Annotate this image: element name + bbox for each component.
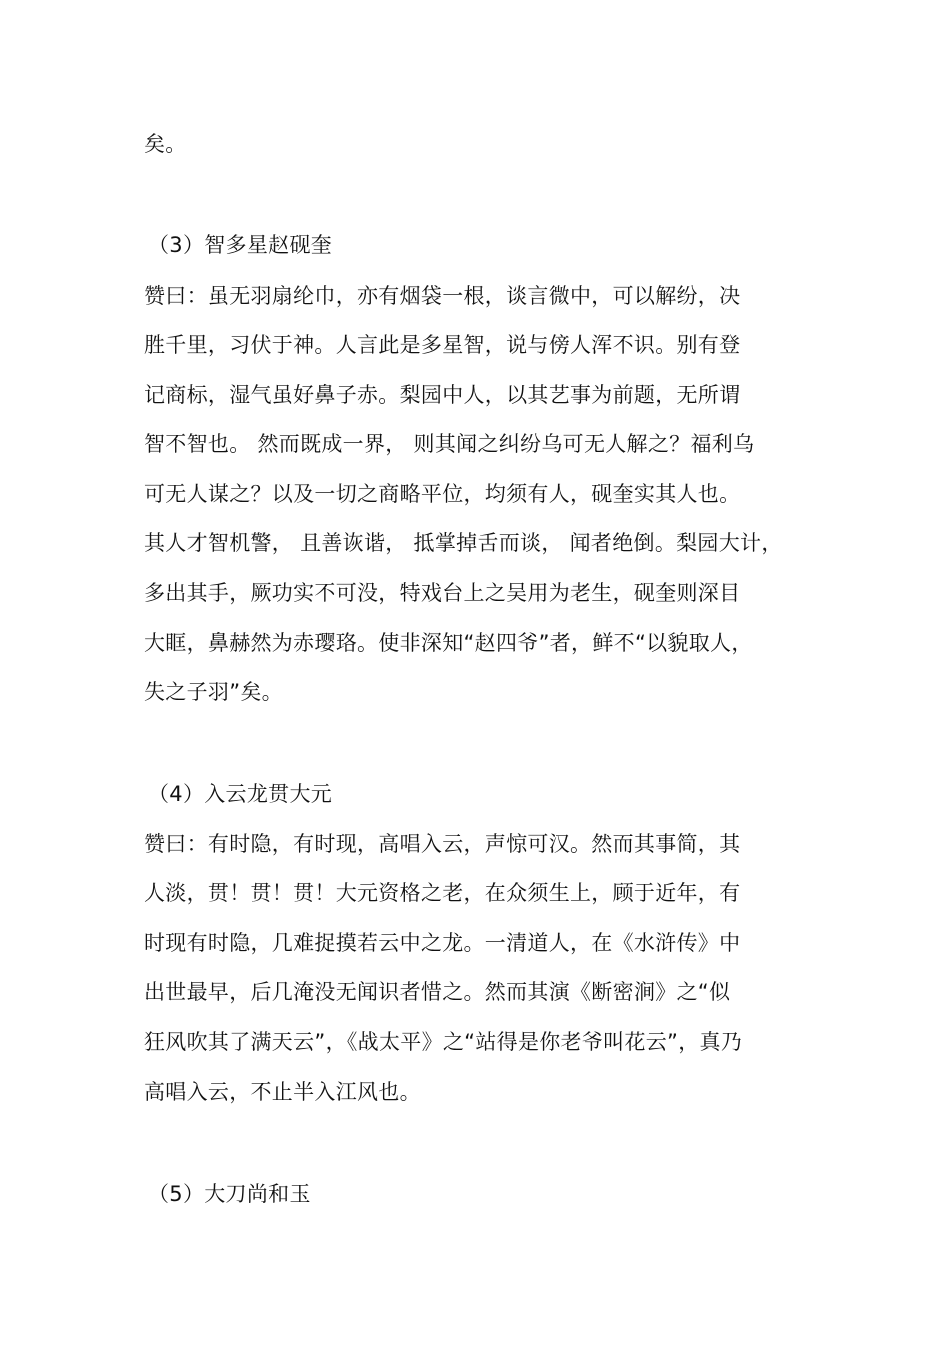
section-4-line: 狂风吹其了满天云”，《战太平》之“站得是你老爷叫花云”，真乃 [144, 1030, 743, 1054]
section-3-line: 赞曰：虽无羽扇纶巾，亦有烟袋一根，谈言微中，可以解纷，决 [144, 284, 741, 308]
section-4-line: 时现有时隐，几难捉摸若云中之龙。一清道人，在《水浒传》中 [144, 931, 741, 955]
section-4-line: 赞曰：有时隐，有时现，高唱入云，声惊可汉。然而其事简，其 [144, 832, 741, 856]
section-4-line: 高唱入云，不止半入江风也。 [144, 1080, 421, 1104]
section-3-line: 其人才智机警， 且善诙谐， 抵掌掉舌而谈， 闻者绝倒。梨园大计， [144, 531, 783, 555]
section-3-line: 失之子羽”矣。 [144, 680, 283, 704]
section-3-heading: （3）智多星赵砚奎 [148, 233, 333, 257]
section-3-line: 可无人谋之？以及一切之商略平位，均须有人，砚奎实其人也。 [144, 482, 741, 506]
section-3-line: 智不智也。 然而既成一界， 则其闻之纠纷乌可无人解之？福利乌 [144, 432, 755, 456]
section-3-line: 大眶，鼻赫然为赤璎珞。使非深知“赵四爷”者，鲜不“以貌取人， [144, 631, 753, 655]
section-3-line: 多出其手，厥功实不可没，特戏台上之吴用为老生，砚奎则深目 [144, 581, 741, 605]
section-4-heading: （4）入云龙贯大元 [148, 782, 333, 806]
section-4-line: 出世最早，后几淹没无闻识者惜之。然而其演《断密涧》之“似 [144, 980, 731, 1004]
top-fragment: 矣。 [144, 132, 187, 156]
section-3-line: 胜千里，习伏于神。人言此是多星智，说与傍人浑不识。别有登 [144, 333, 741, 357]
section-3-line: 记商标，湿气虽好鼻子赤。梨园中人，以其艺事为前题，无所谓 [144, 383, 741, 407]
section-4-line: 人淡，贯！贯！贯！大元资格之老，在众须生上，顾于近年，有 [144, 881, 741, 905]
section-5-heading: （5）大刀尚和玉 [148, 1182, 311, 1206]
